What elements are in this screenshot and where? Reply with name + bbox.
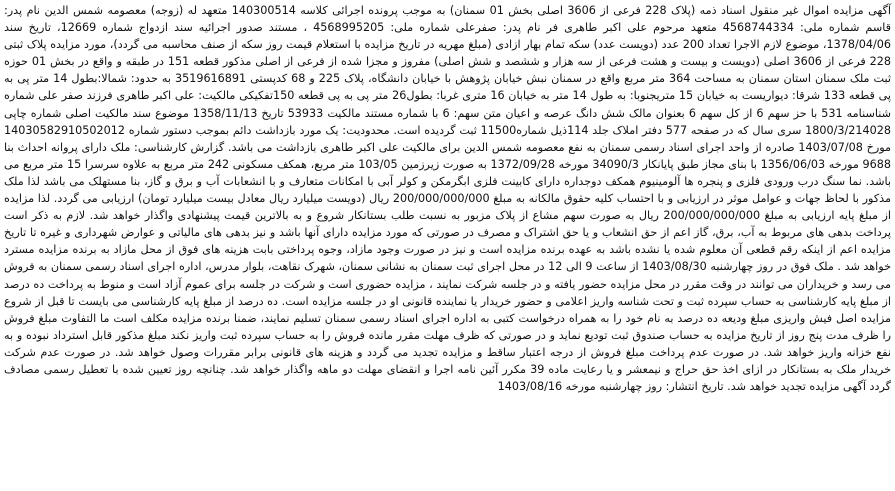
auction-notice-text: آگهی مزایده اموال غیر منقول اسناد ذمه (پلاک 228 فرعی از 3606 اصلی بخش 01 سمنان) به موجب پرونده اجرائی کلاسه 140300514 متعهد له (زوجه) معصومه شمس الدین نام پدر: قاسم شماره ملی: 4568744334 متعهد مرحوم علی اکبر طاهری فر نام پدر: صفرعلی شماره ملی: 4568995205 ، مستند صدور اجرائیه سند ازدواج شماره 12669، تاریخ سند 1378/04/06، موضوع لازم الاجرا تعداد 200 عدد (دویست عدد) سکه تمام بهار ازادی (مبلغ مهریه در تاریخ مزایده با استعلام قیمت روز سکه از صنف محاسبه می گردد)، مورد مزایده پلاک ثبتی 228 فرعی از 3606 اصلی (دویست و بیست و هشت فرعی از سه هزار و ششصد و شش اصلی) مفروز و مجزا شده از فرعی از اصلی مذکور قطعه 151 در طبقه و واقع در بخش 01 حوزه ثبت ملک سمنان استان سمنان به مساحت 364 متر مربع واقع در سمنان نبش خیابان پژوهش با خیابان دانشگاه، پلاک 225 و 68 کدپستی 3519616891 به حدود: شمالا:بطول 14 متر پی به پی قطعه 133 شرقا: دیواریست به خیابان 15 متریجنوبا: به طول 14 متر به خیابان 16 متری غربا: بطول26 متر پی به پی قطعه 150تفکیکی مالکیت: علی اکبر طاهری فرزند صفر علی شماره شناسنامه 531 با حز سهم 6 از کل سهم 6 بعنوان مالک شش دانگ عرصه و اعیان متن سهم: 6 با شماره مستند مالکیت 53933 تاریخ 1358/11/13 موضوع سند مالکیت اصلی شماره چاپی 1800/3/214028 سری سال که در صفحه 577 دفتر املاک جلد 114ذیل شماره11500 ثبت گردیده است. محدودیت: یک مورد بازداشت دائم بموجب دستور شماره 14030582910502012 مورخ 1403/07/08 صادره از واحد اجرای اسناد رسمی سمنان به نفع معصومه شمس الدین برای مالکیت علی اکبر طاهری بازداشت می باشد. گزارش کارشناسی: ملک دارای پروانه احداث بنا 9688 مورخه 1356/06/03 با بنای مجاز طبق پایانکار 34090/3 مورخه 1372/09/28 به صورت زیرزمین 103/05 متر مربع، همکف مسکونی 242 متر مربع به علاوه سرسرا 15 متر مربع می باشد. نما سنگ درب ورودی فلزی و پنجره ها آلومینیوم همکف دوجداره دارای کابینت فلزی ابگرمکن و کولر آبی با امکانات متعارف و با انشعابات آب و برق و گاز، بنا مستهلک می باشد لذا ملک مذکور با لحاظ جهات و عوامل موثر در ارزیابی و با احتساب کلیه حقوق مالکانه به مبلغ 200/000/000/000 ریال (دویست میلیارد ریال معادل بیست میلیارد تومان) ارزیابی می گردد. لذا مزایده از مبلغ پایه ارزیابی به مبلغ 200/000/000/000 ریال به صورت سهم مشاع از پلاک مزبور به نسبت طلب بستانکار شروع و به بالاترین قیمت پیشنهادی واگذار خواهد شد. لازم به ذکر است پرداخت بدهی های مربوط به آب، برق، گاز اعم از حق انشعاب و یا حق اشتراک و مصرف در صورتی که مورد مزایده دارای آنها باشد و نیز بدهی های مالیاتی و عوارض شهرداری و غیره تا تاریخ مزایده اعم از اینکه رقم قطعی آن معلوم شده یا نشده باشد به عهده برنده مزایده است و نیز در صورت وجود مازاد، وجوه پرداختی بابت هزینه های فوق از محل مازاد به برنده مزایده مسترد خواهد شد . ملک فوق در روز چهارشنبه 1403/08/30 از ساعت 9 الی 12 در محل اجرای ثبت سمنان به نشانی سمنان، شهرک نقاهت، بلوار مدرس، اداره اجرای اسناد رسمی سمنان به فروش می رسد و خریداران می توانند در وقت مقرر در محل مزایده حضور یافته و در جلسه شرکت نمایند ، مزایده حضوری است و شرکت در جلسه برای عموم آزاد است و منوط به پرداخت ده درصد از مبلغ پایه کارشناسی به حساب سپرده ثبت و تحت شناسه واریز اعلامی و حضور خریدار یا نماینده قانونی او در جلسه مزایده است. ده درصد از مبلغ پایه کارشناسی می بایست تا قبل از شروع مزایده اصل فیش واریزی مبلغ ودیعه ده درصد به نام خود را به همراه درخواست کتبی به اداره اجرای اسناد رسمی سمنان تسلیم نمایند، ضمنا برنده مزایده مکلف است ما التفاوت مبلغ فروش را ظرف مدت پنج روز از تاریخ مزایده به حساب صندوق ثبت تودیع نماید و در صورتی که ظرف مهلت مقرر مانده فروش را به حساب سپرده ثبت واریز نکند مبلغ مذکور قابل استرداد نبوده و به نفع خزانه واریز خواهد شد. در صورت عدم پرداخت مبلغ فروش از درجه اعتبار ساقط و مزایده تجدید می گردد و هزینه های قانونی برابر مقررات وصول خواهد شد. در صورت عدم شرکت خریدار ملک به بستانکار در ازای اخذ حق حراج و نیمعشر و یا رعایت ماده 39 مکرر آئین نامه اجرا و انقضای مهلت دو ماهه واگذار خواهد شد. چنانچه روز تعیین شده با تعطیل رسمی مصادف گردد آگهی مزایده تجدید خواهد شد. تاریخ انتشار: روز چهارشنبه مورخه 1403/08/16	[4, 4, 892, 394]
